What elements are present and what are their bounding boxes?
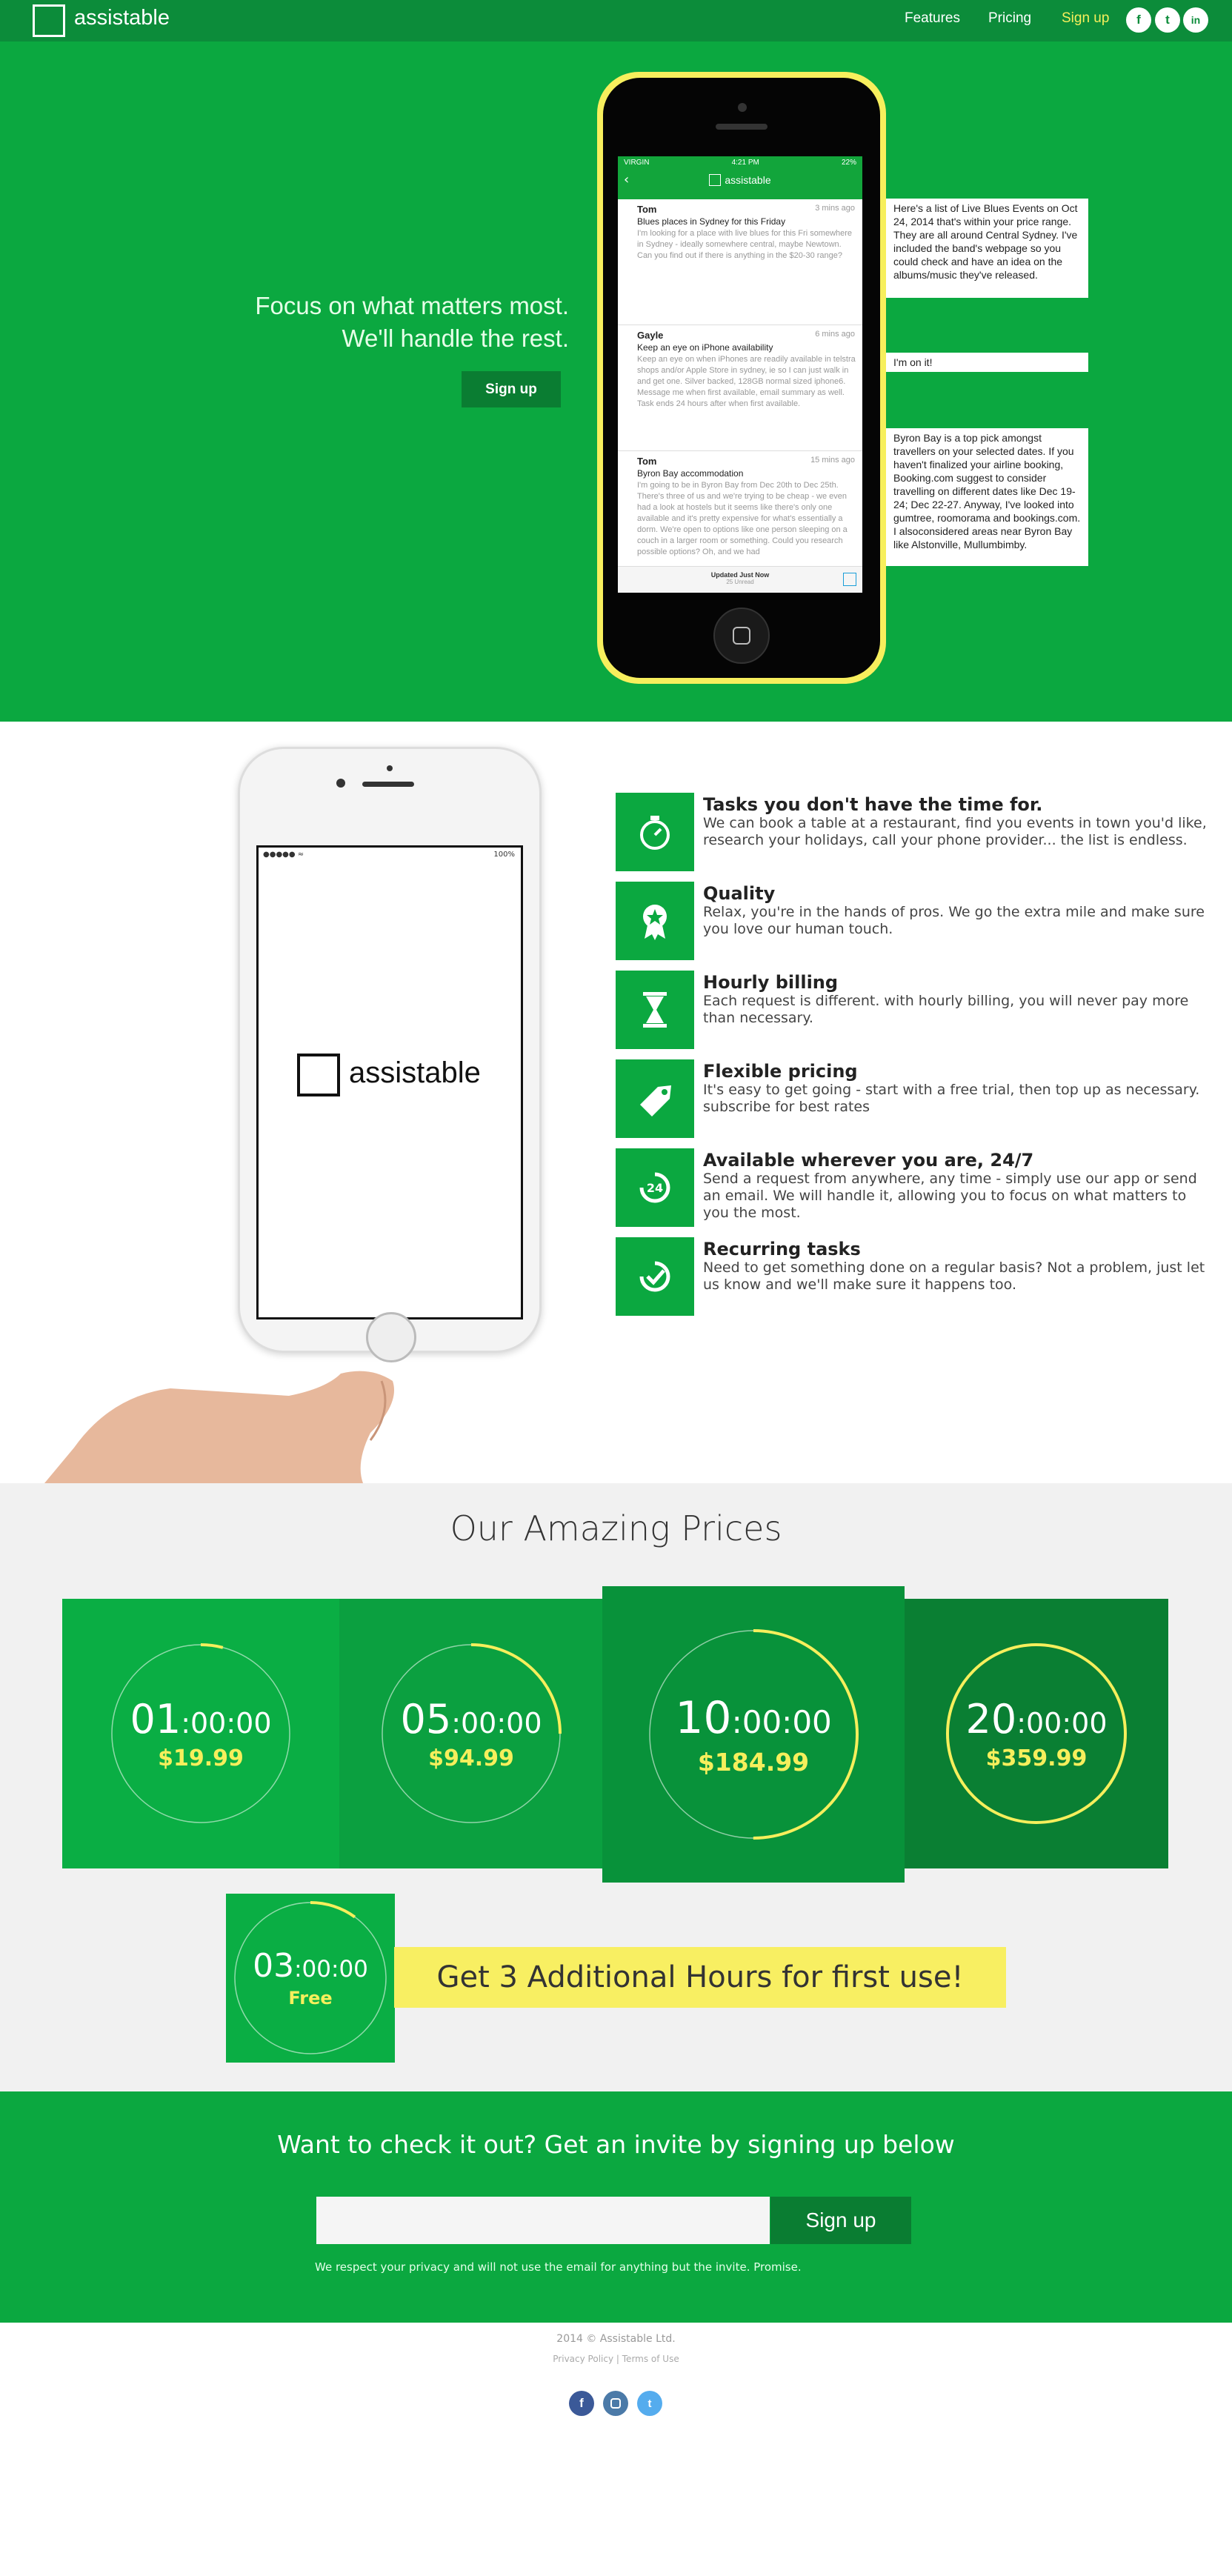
message-body: I'm going to be in Byron Bay from Dec 20th to Dec 25th. There's three of us and we're trying to be cheap - we even had a look at hostels but it seems like there's only one available and it's pretty expensive for what's essentially a dorm. We're open to options like one person sleeping on a couch in a larger room or something. Could you research possible options? Oh, and we had (637, 481, 848, 556)
pricing-card[interactable] (602, 1586, 905, 1883)
price-tag-icon (616, 1059, 694, 1138)
logo-text[interactable]: assistable (74, 6, 170, 30)
nav-pricing[interactable]: Pricing (988, 10, 1032, 26)
app-logo-icon (709, 174, 721, 186)
plan-time (905, 1696, 1168, 1743)
message-time: 6 mins ago (815, 330, 855, 339)
plan-minutes: :00:00 (294, 1956, 368, 1983)
feature-desc: Need to get something done on a regular basis? Not a problem, just let us know and we'll make sure it happens too. (703, 1259, 1205, 1293)
message-sender: Tom (637, 456, 657, 467)
unread-count: 25 Unread (726, 579, 754, 585)
plan-hours: 03 (253, 1947, 295, 1986)
plan-minutes: :00:00 (1016, 1706, 1108, 1740)
plan-minutes: :00:00 (451, 1706, 542, 1740)
feature-desc: Relax, you're in the hands of pros. We go the extra mile and make sure you love our human touch. (703, 904, 1205, 937)
message-time: 15 mins ago (810, 456, 855, 465)
signup-section (0, 2091, 1232, 2323)
hero-tagline-2: We'll handle the rest. (342, 325, 569, 352)
back-chevron-icon[interactable]: ‹ (624, 172, 630, 187)
feature-title: Flexible pricing (703, 1061, 858, 1082)
reply-bubble-1: Here's a list of Live Blues Events on Oct 24, 2014 that's within your price range. They are all around Central Sydney. I've included the band's webpage so you could check and have an idea on the albums/music they've released. (886, 199, 1088, 298)
facebook-icon[interactable]: f (569, 2391, 594, 2416)
footer-separator: | (616, 2354, 619, 2364)
home-button-icon (713, 608, 770, 664)
status-carrier: VIRGIN (624, 159, 650, 167)
signal-icon: ●●●●● ≈ (263, 851, 304, 859)
feature-desc: We can book a table at a restaurant, find you events in town you'd like, research your holidays, call your phone provider... the list is endless. (703, 815, 1207, 848)
updated-status: Updated Just Now (710, 571, 770, 579)
clock-24-icon (616, 1148, 694, 1227)
feature-title: Hourly billing (703, 972, 839, 993)
home-button-icon (366, 1312, 416, 1362)
copyright: 2014 © Assistable Ltd. (556, 2333, 676, 2345)
top-nav (0, 0, 1232, 41)
pricing-section (0, 1483, 1232, 2091)
pricing-card[interactable] (905, 1599, 1168, 1868)
app-header (618, 156, 862, 199)
twitter-icon[interactable]: t (637, 2391, 662, 2416)
terms-link[interactable]: Terms of Use (622, 2354, 679, 2364)
pricing-card[interactable] (226, 1894, 395, 2063)
status-clock: 4:21 PM (731, 159, 759, 167)
logo-square-icon (297, 1054, 340, 1096)
plan-price: $184.99 (697, 1748, 810, 1777)
feature-title: Recurring tasks (703, 1239, 861, 1259)
footer (0, 2323, 1232, 2576)
pricing-card[interactable] (62, 1599, 339, 1868)
feature-desc: Each request is different. with hourly billing, you will never pay more than necessary. (703, 993, 1189, 1026)
nav-features[interactable]: Features (905, 10, 960, 26)
hero-tagline-1: Focus on what matters most. (255, 292, 569, 319)
svg-text:24: 24 (646, 1181, 664, 1195)
feature-desc: Send a request from anywhere, any time - simply use our app or send an email. We will handle it, allowing you to focus on what matters to you the most. (703, 1171, 1197, 1221)
reply-bubble-3: Byron Bay is a top pick amongst travellers on your selected dates. If you haven't finalized your airline booking, Booking.com suggest to consider travelling on different dates like Dec 19-24; Dec 22-27. Anyway, I've looked into gumtree, roomorama and bookings.com. I alsoconsidered areas near Byron Bay like Alstonville, Mullumbimby. (886, 428, 1088, 566)
message-sender: Tom (637, 204, 657, 215)
message-item[interactable] (618, 325, 862, 451)
feature-desc: It's easy to get going - start with a free trial, then top up as necessary. subscribe for best rates (703, 1082, 1200, 1115)
compose-icon[interactable] (843, 573, 856, 586)
twitter-icon[interactable]: t (1155, 7, 1180, 33)
pricing-card[interactable] (339, 1599, 603, 1868)
app-brand: assistable (725, 174, 771, 186)
feature-title: Quality (703, 883, 776, 904)
logo-square-icon[interactable] (33, 4, 65, 37)
message-subject: Byron Bay accommodation (637, 468, 744, 479)
plan-price: $359.99 (985, 1745, 1088, 1772)
message-item[interactable] (618, 199, 862, 325)
plan-price: $19.99 (158, 1745, 244, 1772)
plan-time (226, 1947, 395, 1985)
feature-title: Available wherever you are, 24/7 (703, 1150, 1034, 1171)
email-input[interactable] (316, 2197, 770, 2244)
phone-screen (256, 845, 523, 1319)
message-time: 3 mins ago (815, 204, 855, 213)
stopwatch-icon (616, 793, 694, 871)
facebook-icon[interactable]: f (1126, 7, 1151, 33)
status-battery: 22% (841, 159, 856, 167)
message-body: I'm looking for a place with live blues for this Fri somewhere in Sydney - ideally somewhere central, maybe Newtown. Can you find out if there is anything in the $20-30 range? (637, 229, 853, 260)
privacy-link[interactable]: Privacy Policy (553, 2354, 614, 2364)
plan-hours: 05 (400, 1695, 452, 1743)
plan-hours: 10 (675, 1692, 732, 1744)
message-item[interactable] (618, 451, 862, 577)
reply-bubble-2: I'm on it! (886, 353, 1088, 372)
phone-battery: 100% (493, 851, 515, 859)
plan-hours: 01 (130, 1695, 182, 1743)
hero-signup-button[interactable]: Sign up (462, 371, 561, 407)
plan-minutes: :00:00 (731, 1704, 832, 1740)
plan-time (602, 1692, 905, 1744)
bonus-banner: Get 3 Additional Hours for first use! (394, 1947, 1006, 2008)
iphone-6-mockup (238, 747, 542, 1353)
plan-time (62, 1696, 339, 1743)
phone-brand: assistable (349, 1056, 481, 1089)
plan-minutes: :00:00 (181, 1706, 272, 1740)
instagram-icon[interactable] (603, 2391, 628, 2416)
plan-hours: 20 (965, 1695, 1017, 1743)
message-sender: Gayle (637, 330, 664, 341)
award-icon (616, 882, 694, 960)
plan-price: $94.99 (428, 1745, 514, 1772)
message-subject: Keep an eye on iPhone availability (637, 342, 773, 353)
hourglass-icon (616, 971, 694, 1049)
privacy-note: We respect your privacy and will not use the email for anything but the invite. Promise. (315, 2260, 802, 2274)
recurring-check-icon (616, 1237, 694, 1316)
message-subject: Blues places in Sydney for this Friday (637, 216, 786, 227)
features-section (0, 722, 1232, 1483)
feature-title: Tasks you don't have the time for. (703, 794, 1043, 815)
linkedin-icon[interactable]: in (1183, 7, 1208, 33)
plan-time (339, 1696, 603, 1743)
message-body: Keep an eye on when iPhones are readily available in telstra shops and/or Apple Store in sydney, ie so I can just walk in and get one. Silver backed, 128GB normal sized iphone6. Message me when first available, email summary as well. Task ends 24 hours after when first available. (637, 355, 856, 408)
plan-price: Free (288, 1988, 333, 2009)
cta-signup-button[interactable]: Sign up (770, 2197, 911, 2244)
pricing-heading: Our Amazing Prices (450, 1508, 782, 1548)
app-screen (618, 156, 862, 593)
nav-signup[interactable]: Sign up (1062, 10, 1110, 26)
cta-heading: Want to check it out? Get an invite by signing up below (277, 2130, 955, 2159)
